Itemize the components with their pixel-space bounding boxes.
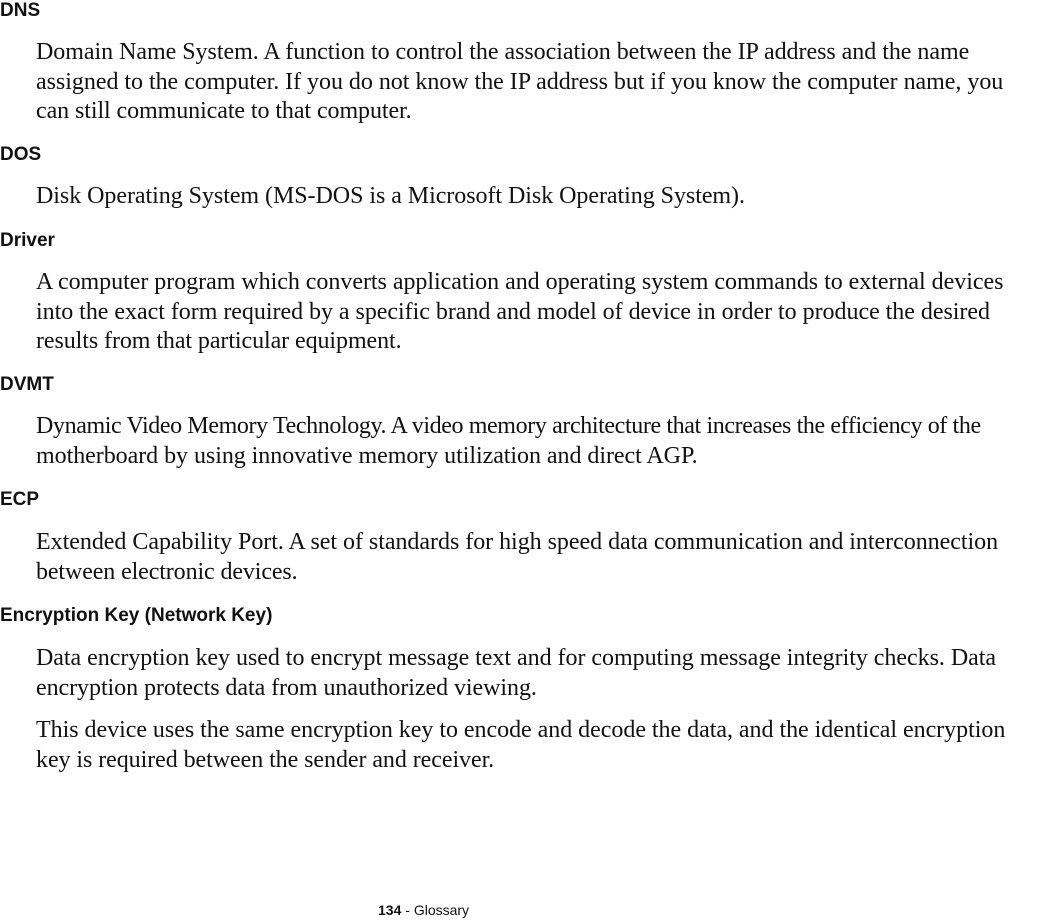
glossary-definition: [36, 644, 1038, 703]
definition-line: motherboard by using innovative memory utilization and direct AGP.: [36, 442, 698, 469]
glossary-definition: [36, 412, 1038, 471]
glossary-term: ECP: [0, 489, 40, 510]
definition-line: into the exact form required by a specific brand and model of device in order to produce the desired: [36, 298, 990, 325]
footer-separator: -: [401, 902, 414, 918]
footer-section: Glossary: [413, 902, 470, 918]
glossary-definition-paragraph-2: [36, 716, 1038, 775]
definition-line: assigned to the computer. If you do not know the IP address but if you know the computer name, you: [36, 68, 1004, 95]
glossary-definition: [36, 182, 1038, 212]
definition-line: Extended Capability Port. A set of standards for high speed data communication and interconnection: [36, 529, 999, 555]
page-footer: [378, 902, 469, 919]
definition-line: Data encryption key used to encrypt message text and for computing message integrity checks. Data: [36, 645, 997, 671]
glossary-term: Encryption Key (Network Key): [0, 605, 273, 626]
glossary-term: DVMT: [0, 374, 54, 395]
definition-line: can still communicate to that computer.: [36, 98, 412, 124]
definition-line: encryption protects data from unauthorized viewing.: [36, 674, 537, 701]
glossary-term: DOS: [0, 144, 42, 165]
definition-line: results from that particular equipment.: [36, 328, 402, 354]
glossary-term: Driver: [0, 230, 55, 251]
glossary-definition: [36, 38, 1038, 127]
glossary-definition: [36, 268, 1038, 357]
glossary-term: DNS: [0, 0, 41, 21]
definition-line: between electronic devices.: [36, 558, 298, 585]
page-number: 134: [378, 902, 402, 918]
glossary-definition: [36, 528, 1038, 587]
definition-line: This device uses the same encryption key to encode and decode the data, and the identical encryption: [36, 717, 1006, 743]
definition-line: Dynamic Video Memory Technology. A video memory architecture that increases the efficiency of the: [36, 413, 981, 439]
definition-line: A computer program which converts application and operating system commands to external devices: [36, 269, 1004, 295]
definition-line: Domain Name System. A function to control the association between the IP address and the name: [36, 39, 970, 65]
definition-line: Disk Operating System (MS-DOS is a Microsoft Disk Operating System).: [36, 183, 745, 209]
definition-line: key is required between the sender and receiver.: [36, 746, 495, 773]
